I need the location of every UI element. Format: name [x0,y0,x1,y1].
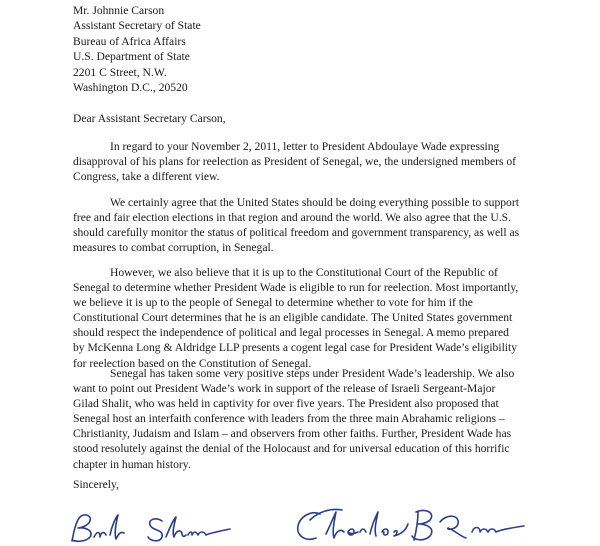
paragraph-line: We certainly agree that the United States should be doing everything possible to support [110,196,519,209]
paragraph-line: Christianity, Judaism and Islam – and observers from other faiths. Further, President Wade has [73,427,512,441]
paragraph-line: Gilad Shalit, who was held in captivity for over five years. The President also proposed that [73,397,499,411]
paragraph-line: for reelection based on the Constitution of Senegal. [73,356,312,370]
paragraph-line: should respect the independence of political and legal processes in Senegal. A memo prepared [73,326,509,340]
recipient-line: Mr. Johnnie Carson [73,4,165,17]
paragraph-line: In regard to your November 2, 2011, letter to President Abdoulaye Wade expressing [110,140,500,153]
paragraph-line: Senegal host an interfaith conference with leaders from the three main Abrahamic religions – [73,412,505,426]
salutation: Dear Assistant Secretary Carson, [73,112,226,125]
paragraph-line: chapter in human history. [73,457,191,471]
paragraph-line: Senegal has taken some very positive steps under President Wade’s leadership. We also [110,367,515,380]
closing: Sincerely, [73,478,119,491]
paragraph-1 [73,139,583,184]
paragraph-4 [73,366,583,472]
paragraph-line: free and fair election elections in that region and around the world. We also agree that the U.S. [73,211,511,225]
paragraph-line: Constitutional Court determines that he is an eligible candidate. The United States government [73,311,513,325]
paragraph-line: disapproval of his plans for reelection as President of Senegal, we, the undersigned members of [73,155,517,169]
paragraph-line: However, we also believe that it is up to the Constitutional Court of the Republic of [110,266,498,279]
paragraph-line: Congress, take a different view. [73,170,220,184]
paragraph-3 [73,265,583,371]
paragraph-line: Senegal to determine whether President Wade is eligible to run for reelection. Most importantly, [73,281,519,295]
recipient-address [73,3,201,95]
paragraph-line: want to point out President Wade’s work in support of the release of Israeli Sergeant-Major [73,382,496,396]
recipient-line: 2201 C Street, N.W. [73,65,167,79]
paragraph-line: stood resolutely against the denial of the Holocaust and for universal education of this horrific [73,442,510,456]
recipient-line: U.S. Department of State [73,50,190,64]
recipient-line: Bureau of Africa Affairs [73,34,186,48]
recipient-line: Washington D.C., 20520 [73,81,188,95]
paragraph-line: measures to combat corruption, in Senegal. [73,241,274,255]
paragraph-line: we believe it is up to the people of Senegal to determine whether to vote for him if the [73,296,473,310]
paragraph-2 [73,195,583,255]
signature-right [290,504,530,546]
recipient-line: Assistant Secretary of State [73,19,201,33]
signature-left [64,511,234,546]
paragraph-line: should carefully monitor the status of political freedom and government transparency, as well as [73,226,520,240]
paragraph-line: by McKenna Long & Aldridge LLP presents a cogent legal case for President Wade’s eligibility [73,341,518,355]
